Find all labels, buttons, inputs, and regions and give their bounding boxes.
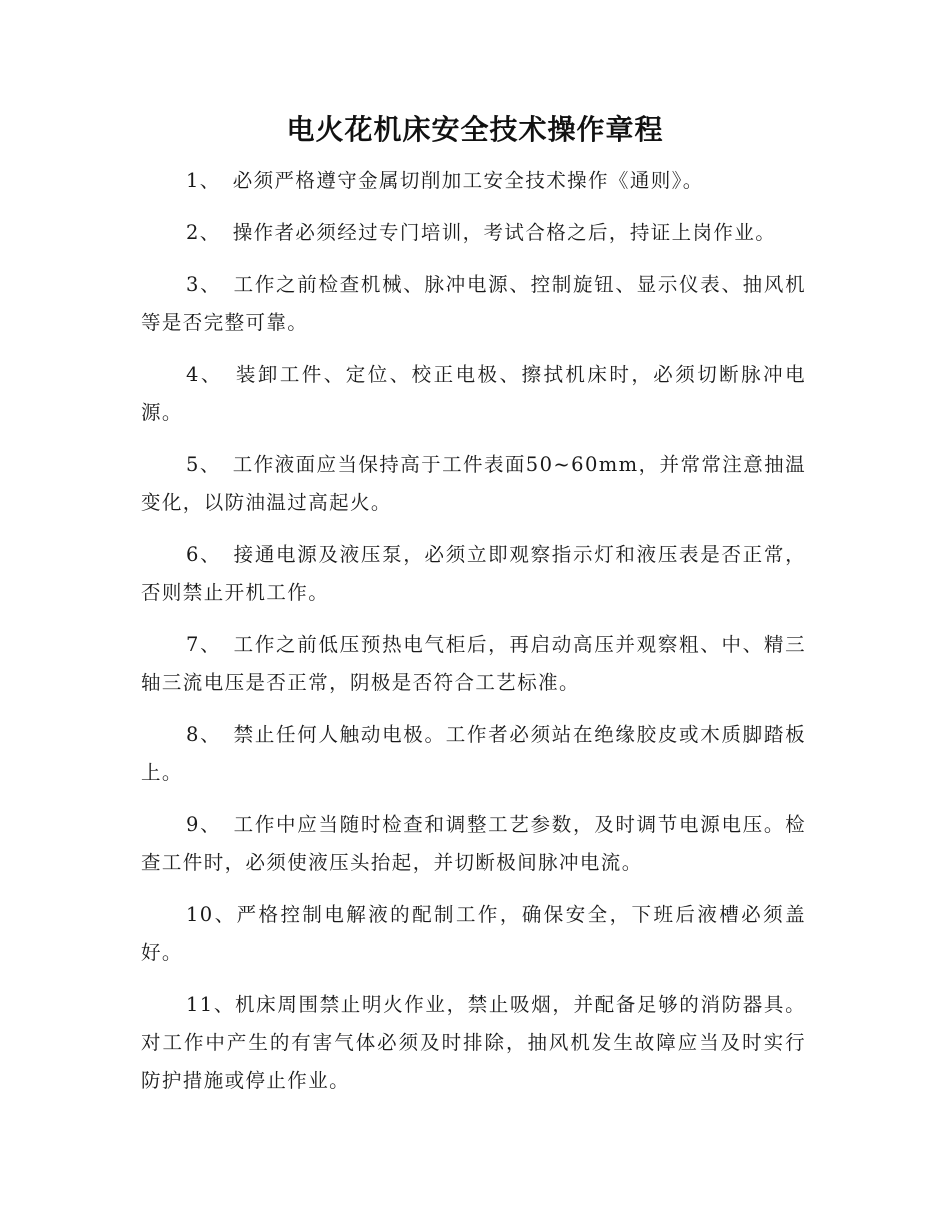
item-text: 严格控制电解液的配制工作，确保安全，下班后液槽必须盖好。: [141, 903, 806, 964]
item-number: 8、: [186, 723, 222, 746]
item-text: 禁止任何人触动电极。工作者必须站在绝缘胶皮或木质脚踏板上。: [141, 723, 806, 784]
list-item: [141, 626, 806, 702]
list-item: [141, 716, 806, 792]
list-item: [141, 266, 806, 342]
item-number: 9、: [186, 813, 222, 836]
item-number: 11、: [186, 993, 236, 1016]
list-item: [141, 986, 806, 1100]
item-number: 5、: [186, 453, 221, 476]
document-title: 电火花机床安全技术操作章程: [286, 113, 664, 146]
item-text: 操作者必须经过专门培训，考试合格之后，持证上岗作业。: [232, 221, 777, 244]
item-number: 3、: [186, 273, 222, 296]
item-text: 接通电源及液压泵，必须立即观察指示灯和液压表是否正常，否则禁止开机工作。: [141, 543, 806, 604]
item-text: 机床周围禁止明火作业，禁止吸烟，并配备足够的消防器具。对工作中产生的有害气体必须及时排除，抽风机发生故障应当及时实行防护措施或停止作业。: [141, 993, 806, 1092]
item-number: 7、: [186, 633, 222, 656]
list-item: [141, 536, 806, 612]
item-text: 工作之前低压预热电气柜后，再启动高压并观察粗、中、精三轴三流电压是否正常，阴极是否符合工艺标准。: [141, 633, 806, 694]
item-text: 装卸工件、定位、校正电极、擦拭机床时，必须切断脉冲电源。: [141, 363, 806, 424]
item-text: 工作中应当随时检查和调整工艺参数，及时调节电源电压。检查工件时，必须使液压头抬起，并切断极间脉冲电流。: [141, 813, 806, 874]
list-item: [141, 356, 806, 432]
item-number: 6、: [186, 543, 222, 566]
list-item: [141, 896, 806, 972]
item-text: 必须严格遵守金属切削加工安全技术操作《通则》。: [232, 169, 704, 192]
list-item: [141, 214, 806, 252]
item-number: 10、: [186, 903, 237, 926]
list-item: [141, 446, 806, 522]
list-item: [141, 806, 806, 882]
list-item: [141, 162, 806, 200]
item-number: 2、: [186, 221, 221, 244]
document-body: [141, 162, 806, 1114]
item-text: 工作之前检查机械、脉冲电源、控制旋钮、显示仪表、抽风机等是否完整可靠。: [141, 273, 806, 334]
item-text: 工作液面应当保持高于工件表面50~60mm，并常常注意抽温变化，以防油温过高起火。: [141, 453, 806, 514]
item-number: 4、: [186, 363, 223, 386]
item-number: 1、: [186, 169, 221, 192]
